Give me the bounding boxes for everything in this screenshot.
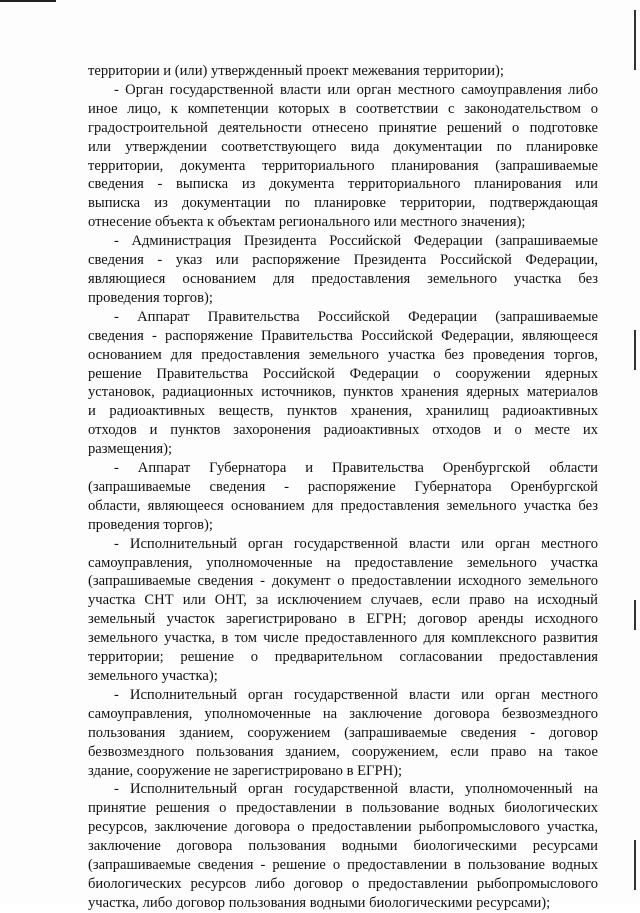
text-line: участка СНТ или ОНТ, за исключением случаев, если право на исходный [88, 592, 598, 609]
text-line: территории; решение о предварительном согласовании предоставления [88, 649, 598, 666]
text-line: сведения - указ или распоряжение Президента Российской Федерации, [88, 252, 598, 269]
text-line: основанием для предоставления земельного участка без проведения торгов, [88, 346, 598, 363]
text-line: или утверждении соответствующего вида документации по планировке [88, 138, 598, 155]
paragraph-first-line: - Исполнительный орган государственной власти или орган местного [114, 535, 598, 552]
text-line: земельный участок зарегистрировано в ЕГРН; договор аренды исходного [88, 611, 598, 628]
text-line: и радиоактивных веществ, пунктов хранения, хранилищ радиоактивных [88, 403, 598, 420]
text-line: сведения - выписка из документа территориального планирования или [88, 176, 598, 193]
text-line: самоуправления, уполномоченные на предоставление земельного участка [88, 554, 598, 571]
text-line: размещения); [88, 441, 173, 458]
text-line: иное лицо, к компетенции которых в соответствии с законодательством о [88, 100, 598, 117]
text-line: (запрашиваемые сведения - документ о предоставлении исходного земельного [88, 573, 598, 590]
scan-artifact-top [0, 0, 56, 2]
text-line: области, являющееся основанием для предоставления земельного участка без [88, 497, 598, 514]
text-line: безвозмездного пользования зданием, сооружением, если право на такое [88, 743, 598, 760]
paragraph-first-line: - Администрация Президента Российской Федерации (запрашиваемые [114, 233, 598, 250]
text-line: проведения торгов); [88, 289, 213, 306]
scan-artifact-edge [634, 10, 636, 70]
text-line: пользования зданием, сооружением (запрашиваемые сведения - договор [88, 724, 598, 741]
scan-artifact-edge [634, 600, 636, 630]
paragraph-first-line: - Исполнительный орган государственной власти, уполномоченный на [114, 781, 598, 798]
text-line: ресурсов, заключение договора о предоставлении рыбопромыслового участка, [88, 819, 598, 836]
text-line: являющиеся основанием для предоставления земельного участка без [88, 270, 598, 287]
paragraph-first-line: - Орган государственной власти или орган местного самоуправления либо [114, 81, 598, 98]
text-line: биологических ресурсов либо договор о предоставлении рыбопромыслового [88, 875, 598, 892]
text-line: самоуправления, уполномоченные на заключение договора безвозмездного [88, 705, 598, 722]
text-line: земельного участка, в том числе предоставленного для комплексного развития [88, 630, 598, 647]
text-line: принятие решения о предоставлении в пользование водных биологических [88, 800, 598, 817]
scan-artifact-edge [634, 840, 636, 890]
document-body [88, 62, 598, 913]
paragraph-first-line: - Аппарат Правительства Российской Федерации (запрашиваемые [114, 308, 598, 325]
text-line: отнесение объекта к объектам регионального или местного значения); [88, 214, 526, 231]
text-line: градостроительной деятельности отнесено принятие решений о подготовке [88, 119, 598, 136]
text-line: земельного участка); [88, 668, 218, 684]
text-line: решение Правительства Российской Федерации о сооружении ядерных [88, 365, 598, 382]
text-line: (запрашиваемые сведения - решение о предоставлении в пользование водных [88, 857, 598, 874]
text-line: территории, документа территориального планирования (запрашиваемые [88, 157, 598, 174]
text-line: отходов и пунктов захоронения радиоактивных отходов и о месте их [88, 422, 598, 439]
text-line: проведения торгов); [88, 516, 213, 533]
text-line: участка, либо договор пользования водными биологическими ресурсами); [88, 894, 551, 911]
scan-artifact-edge [634, 330, 636, 370]
text-line: (запрашиваемые сведения - распоряжение Губернатора Оренбургской [88, 478, 598, 495]
text-line: сведения - распоряжение Правительства Российской Федерации, являющееся [88, 327, 598, 344]
text-line: здание, сооружение не зарегистрировано в ЕГРН); [88, 762, 403, 779]
paragraph-first-line: - Исполнительный орган государственной власти или орган местного [114, 686, 598, 703]
text-line: заключение договора пользования водными биологическими ресурсами [88, 838, 598, 855]
text-line: установок, радиационных источников, пунктов хранения ядерных материалов [88, 384, 598, 401]
paragraph-first-line: - Аппарат Губернатора и Правительства Оренбургской области [114, 460, 598, 477]
text-line: территории и (или) утвержденный проект межевания территории); [88, 63, 504, 79]
text-line: выписка из документации по планировке территории, подтверждающая [88, 195, 598, 212]
